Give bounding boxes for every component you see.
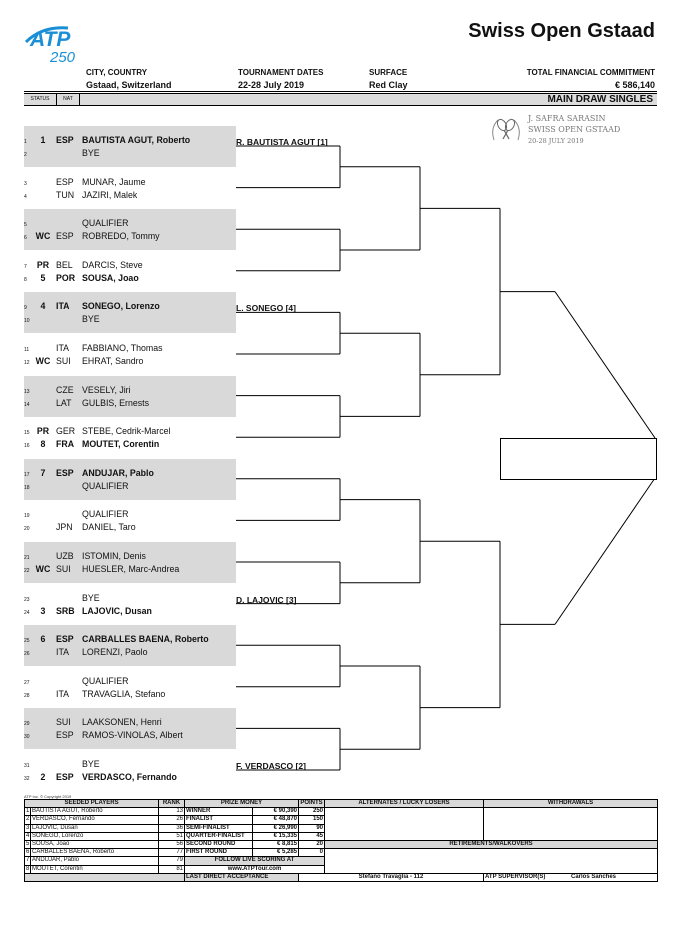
- draw-line: [24, 384, 236, 397]
- draw-line: [24, 729, 236, 742]
- player-nationality: ITA: [56, 301, 70, 312]
- seed-player-name: BAUTISTA AGUT, Roberto: [31, 808, 159, 816]
- player-nationality: POR: [56, 272, 76, 283]
- draw-line: [24, 397, 236, 410]
- draw-position-number: 28: [24, 692, 30, 699]
- draw-position-number: 11: [24, 347, 30, 353]
- player-name[interactable]: BYE: [82, 759, 100, 769]
- draw-line: [24, 480, 236, 493]
- draw-line: [24, 605, 236, 618]
- draw-line: [24, 550, 236, 563]
- prize-points: 90: [299, 824, 325, 832]
- seed-player-name: LAJOVIC, Dusan: [31, 824, 159, 832]
- draw-position-number: 29: [24, 721, 30, 728]
- draw-position-number: 23: [24, 596, 30, 603]
- draw-match: [24, 126, 236, 167]
- draw-position-number: 8: [24, 276, 27, 283]
- player-nationality: ESP: [56, 135, 74, 145]
- draw-position-number: 20: [24, 526, 30, 533]
- draw-position-number: 14: [24, 401, 30, 408]
- bracket-line: [555, 478, 655, 624]
- player-nationality: GER: [56, 426, 76, 437]
- follow-live-label: FOLLOW LIVE SCORING AT: [185, 857, 325, 865]
- draw-line: [24, 508, 236, 521]
- seed-player-name: CARBALLES BAENA, Roberto: [31, 849, 159, 857]
- player-name[interactable]: TRAVAGLIA, Stefano: [82, 688, 166, 699]
- prize-money: € 5,285: [253, 849, 299, 857]
- alternates-header: ALTERNATES / LUCKY LOSERS: [325, 800, 484, 808]
- seed-rank: 13: [159, 808, 185, 816]
- player-nationality: ESP: [56, 772, 74, 782]
- sponsor-logo: [488, 112, 653, 150]
- tournament-title: Swiss Open Gstaad: [468, 20, 655, 42]
- seeded-players-header: SEEDED PLAYERS: [25, 800, 159, 808]
- player-name[interactable]: RAMOS-VINOLAS, Albert: [82, 730, 183, 741]
- footer-header-row: [25, 800, 658, 808]
- draw-position-number: 4: [24, 193, 27, 200]
- player-nationality: SUI: [56, 717, 71, 728]
- player-nationality: JPN: [56, 522, 73, 533]
- draw-position-number: 26: [24, 651, 30, 658]
- seed-status: 5: [40, 272, 46, 283]
- draw-line: [24, 259, 236, 272]
- draw-position-number: 7: [24, 263, 27, 270]
- last-direct-acceptance-label: LAST DIRECT ACCEPTANCE: [185, 873, 299, 881]
- seed-status: 3: [40, 605, 46, 616]
- second-round-player[interactable]: R. BAUTISTA AGUT [1]: [236, 137, 328, 147]
- player-nationality: ESP: [56, 730, 74, 741]
- prize-round: QUARTER-FINALIST: [185, 832, 253, 840]
- player-name[interactable]: QUALIFIER: [82, 218, 129, 229]
- financial-commitment-value: € 586,140: [614, 80, 655, 90]
- sponsor-line-2: SWISS OPEN GSTAAD: [528, 125, 621, 134]
- draw-line: [24, 438, 236, 451]
- prize-money-header: PRIZE MONEY: [185, 800, 299, 808]
- svg-text:250: 250: [50, 49, 76, 66]
- draw-position-number: 27: [24, 679, 30, 686]
- player-name[interactable]: VERDASCO, Fernando: [82, 772, 177, 782]
- sponsor-line-3: 20-28 JULY 2019: [528, 137, 584, 145]
- seed-number: 7: [26, 857, 30, 864]
- seed-rank: 36: [159, 824, 185, 832]
- draw-position-number: 2: [24, 152, 27, 158]
- copyright: ATP Inc. © Copyright 2019: [24, 794, 72, 799]
- draw-match: [24, 376, 236, 417]
- footer-table: [24, 799, 658, 882]
- draw-line: [24, 300, 236, 313]
- draw-match: [24, 251, 236, 292]
- prize-round: FIRST ROUND: [185, 849, 253, 857]
- player-nationality: ITA: [56, 343, 70, 353]
- prize-money: € 90,390: [253, 808, 299, 816]
- draw-match: [24, 542, 236, 583]
- champion-box: [500, 438, 657, 480]
- player-nationality: SUI: [56, 356, 71, 366]
- withdrawals-cell: [484, 808, 658, 841]
- player-name[interactable]: GULBIS, Ernests: [82, 397, 149, 408]
- draw-line: [24, 425, 236, 438]
- draw-match: [24, 584, 236, 625]
- prize-money: € 15,335: [253, 832, 299, 840]
- player-nationality: TUN: [56, 189, 75, 200]
- draw-line: [24, 342, 236, 355]
- draw-line: [24, 313, 236, 326]
- table-row: [25, 849, 658, 857]
- draw-position-number: 16: [24, 443, 30, 450]
- player-name[interactable]: SOUSA, Joao: [82, 272, 139, 283]
- svg-text:ATP: ATP: [30, 28, 71, 51]
- draw-match: [24, 209, 236, 250]
- draw-line: [24, 592, 236, 605]
- draw-line: [24, 633, 236, 646]
- status-bar: [24, 93, 657, 106]
- draw-line: [24, 217, 236, 230]
- sponsor-line-1: J. SAFRA SARASIN: [528, 114, 606, 123]
- supervisor-cell: [484, 873, 658, 881]
- empty-cell: [25, 873, 185, 881]
- prize-money: € 8,815: [253, 840, 299, 848]
- player-name[interactable]: SONEGO, Lorenzo: [82, 301, 160, 312]
- seed-status: 6: [40, 634, 46, 645]
- player-name[interactable]: HUESLER, Marc-Andrea: [82, 564, 180, 574]
- seed-number: 2: [26, 816, 30, 823]
- seed-status: WC: [35, 356, 51, 366]
- player-name[interactable]: DANIEL, Taro: [82, 522, 136, 533]
- nat-column-label: NAT: [57, 94, 80, 105]
- seed-number: 6: [26, 849, 30, 856]
- seed-status: 4: [40, 301, 46, 312]
- seed-number: 1: [26, 808, 30, 815]
- player-name[interactable]: LORENZI, Paolo: [82, 647, 148, 658]
- seed-status: 8: [40, 439, 46, 450]
- draw-position-number: 5: [24, 222, 27, 229]
- draw-line: [24, 758, 236, 771]
- player-nationality: SUI: [56, 564, 71, 574]
- seed-status: PR: [36, 426, 50, 437]
- player-name[interactable]: CARBALLES BAENA, Roberto: [82, 634, 209, 645]
- draw-line: [24, 563, 236, 576]
- seed-status: WC: [35, 231, 51, 242]
- draw-position-number: 24: [24, 609, 30, 616]
- draw-line: [24, 675, 236, 688]
- draw-line: [24, 272, 236, 285]
- second-round-player[interactable]: F. VERDASCO [2]: [236, 761, 306, 771]
- player-nationality: SRB: [56, 605, 75, 616]
- draw-line: [24, 355, 236, 368]
- draw-position-number: 9: [24, 305, 27, 312]
- seed-rank: 81: [159, 865, 185, 873]
- seed-number: 5: [26, 841, 30, 848]
- bracket-line: [555, 292, 655, 438]
- seed-status: 1: [40, 135, 46, 145]
- draw-line: [24, 688, 236, 701]
- seed-number: 4: [26, 832, 30, 839]
- seed-player-name: ANDUJAR, Pablo: [31, 857, 159, 865]
- draw-position-number: 3: [24, 180, 27, 187]
- player-name[interactable]: BYE: [82, 592, 100, 603]
- footer-bottom-row: [25, 873, 658, 881]
- draw-match: [24, 168, 236, 209]
- draw-position-number: 22: [24, 568, 30, 574]
- draw-position-number: 1: [24, 139, 27, 145]
- prize-round: SECOND ROUND: [185, 840, 253, 848]
- player-name[interactable]: MUNAR, Jaume: [82, 176, 146, 187]
- main-draw-label: MAIN DRAW SINGLES: [547, 94, 653, 105]
- seed-status: PR: [36, 259, 50, 270]
- player-nationality: ESP: [56, 176, 74, 187]
- draw-position-number: 30: [24, 734, 30, 741]
- draw-position-number: 15: [24, 430, 30, 437]
- draw-position-number: 19: [24, 513, 30, 520]
- seed-status: 2: [40, 772, 46, 782]
- draw-match: [24, 292, 236, 333]
- draw-match: [24, 417, 236, 458]
- second-round-player[interactable]: D. LAJOVIC [3]: [236, 594, 297, 605]
- player-name[interactable]: QUALIFIER: [82, 480, 129, 491]
- player-name[interactable]: BYE: [82, 148, 100, 158]
- seed-number: 3: [26, 824, 30, 831]
- player-name[interactable]: ISTOMIN, Denis: [82, 551, 146, 561]
- prize-round: SEMI-FINALIST: [185, 824, 253, 832]
- player-name[interactable]: QUALIFIER: [82, 509, 129, 520]
- table-row: [25, 808, 658, 816]
- city-label: CITY, COUNTRY: [86, 68, 148, 77]
- header-divider: [24, 91, 657, 92]
- retirements-header: RETIREMENTS/WALKOVERS: [325, 840, 658, 848]
- surface-label: SURFACE: [369, 68, 408, 77]
- draw-match: [24, 459, 236, 500]
- seed-status: 7: [40, 467, 46, 478]
- draw-position-number: 13: [24, 388, 30, 395]
- financial-commitment-label: TOTAL FINANCIAL COMMITMENT: [526, 68, 655, 77]
- seed-player-name: SOUSA, Joao: [31, 840, 159, 848]
- draw-line: [24, 467, 236, 480]
- draw-line: [24, 134, 236, 147]
- prize-points: 250: [299, 808, 325, 816]
- draw-match: [24, 708, 236, 749]
- draw-position-number: 31: [24, 763, 30, 769]
- last-direct-acceptance-value: Stefano Travaglia - 112: [299, 873, 484, 881]
- draw-line: [24, 771, 236, 784]
- seed-player-name: MOUTET, Corentin: [31, 865, 159, 873]
- atp-250-logo: [22, 18, 102, 66]
- prize-points: 20: [299, 840, 325, 848]
- seed-rank: 56: [159, 840, 185, 848]
- table-row: [25, 840, 658, 848]
- player-name[interactable]: LAAKSONEN, Henri: [82, 717, 162, 728]
- player-name[interactable]: BAUTISTA AGUT, Roberto: [82, 135, 191, 145]
- player-nationality: ITA: [56, 647, 70, 658]
- player-name[interactable]: EHRAT, Sandro: [82, 356, 144, 366]
- player-nationality: ESP: [56, 231, 74, 242]
- player-nationality: CZE: [56, 384, 74, 395]
- player-name[interactable]: ANDUJAR, Pablo: [82, 467, 154, 478]
- prize-money: € 26,990: [253, 824, 299, 832]
- dates-value: 22-28 July 2019: [238, 80, 305, 90]
- seed-number: 8: [26, 865, 30, 872]
- rank-header: RANK: [159, 800, 185, 808]
- follow-live-url: www.ATPTour.com: [185, 865, 325, 873]
- player-name[interactable]: DARCIS, Steve: [82, 259, 143, 270]
- draw-position-number: 17: [24, 471, 30, 478]
- prize-round: FINALIST: [185, 816, 253, 824]
- player-name[interactable]: JAZIRI, Malek: [82, 189, 138, 200]
- points-header: POINTS: [300, 800, 323, 807]
- player-name[interactable]: ROBREDO, Tommy: [82, 231, 160, 242]
- seed-status: WC: [35, 564, 51, 574]
- seed-rank: 79: [159, 857, 185, 865]
- player-nationality: UZB: [56, 551, 74, 561]
- player-nationality: ITA: [56, 688, 70, 699]
- player-name[interactable]: BYE: [82, 314, 100, 325]
- seed-player-name: SONEGO, Lorenzo: [31, 832, 159, 840]
- alternates-cell: [325, 808, 484, 841]
- player-name[interactable]: LAJOVIC, Dusan: [82, 605, 152, 616]
- draw-match: [24, 667, 236, 708]
- draw-line: [24, 176, 236, 189]
- seed-rank: 26: [159, 816, 185, 824]
- draw-position-number: 32: [24, 776, 30, 782]
- player-name[interactable]: QUALIFIER: [82, 675, 129, 686]
- prize-points: 150: [299, 816, 325, 824]
- draw-position-number: 6: [24, 235, 27, 242]
- surface-value: Red Clay: [369, 80, 408, 90]
- player-nationality: ESP: [56, 634, 74, 645]
- city-value: Gstaad, Switzerland: [86, 80, 172, 90]
- player-nationality: LAT: [56, 397, 72, 408]
- prize-points: 0: [299, 849, 325, 857]
- draw-line: [24, 716, 236, 729]
- draw-match: [24, 750, 236, 791]
- second-round-player[interactable]: L. SONEGO [4]: [236, 303, 296, 314]
- draw-position-number: 18: [24, 484, 30, 491]
- draw-line: [24, 521, 236, 534]
- draw-match: [24, 625, 236, 666]
- seed-player-name: VERDASCO, Fernando: [31, 816, 159, 824]
- draw-line: [24, 189, 236, 202]
- player-nationality: ESP: [56, 467, 74, 478]
- supervisor-name: Carlos Sanches: [570, 873, 617, 880]
- draw-match: [24, 500, 236, 541]
- draw-match: [24, 334, 236, 375]
- prize-round: WINNER: [185, 808, 253, 816]
- prize-points: 45: [299, 832, 325, 840]
- seed-rank: 77: [159, 849, 185, 857]
- draw-line: [24, 147, 236, 160]
- prize-money: € 48,870: [253, 816, 299, 824]
- withdrawals-header: WITHDRAWALS: [484, 800, 658, 808]
- tennis-racket-icon: [488, 112, 524, 148]
- status-column-label: STATUS: [24, 94, 57, 105]
- player-name[interactable]: FABBIANO, Thomas: [82, 343, 163, 353]
- player-name[interactable]: STEBE, Cedrik-Marcel: [82, 426, 171, 437]
- seed-rank: 51: [159, 832, 185, 840]
- draw-position-number: 12: [24, 360, 30, 366]
- dates-label: TOURNAMENT DATES: [238, 68, 324, 77]
- player-nationality: FRA: [56, 439, 75, 450]
- supervisor-label: ATP SUPERVISOR(S): [485, 873, 546, 880]
- player-nationality: BEL: [56, 259, 73, 270]
- player-name[interactable]: MOUTET, Corentin: [82, 439, 160, 450]
- draw-position-number: 25: [24, 638, 30, 645]
- draw-position-number: 21: [24, 555, 30, 561]
- draw-position-number: 10: [24, 318, 30, 325]
- retirements-cell: [325, 849, 658, 874]
- draw-line: [24, 230, 236, 243]
- player-name[interactable]: VESELY, Jiri: [82, 384, 131, 395]
- draw-line: [24, 646, 236, 659]
